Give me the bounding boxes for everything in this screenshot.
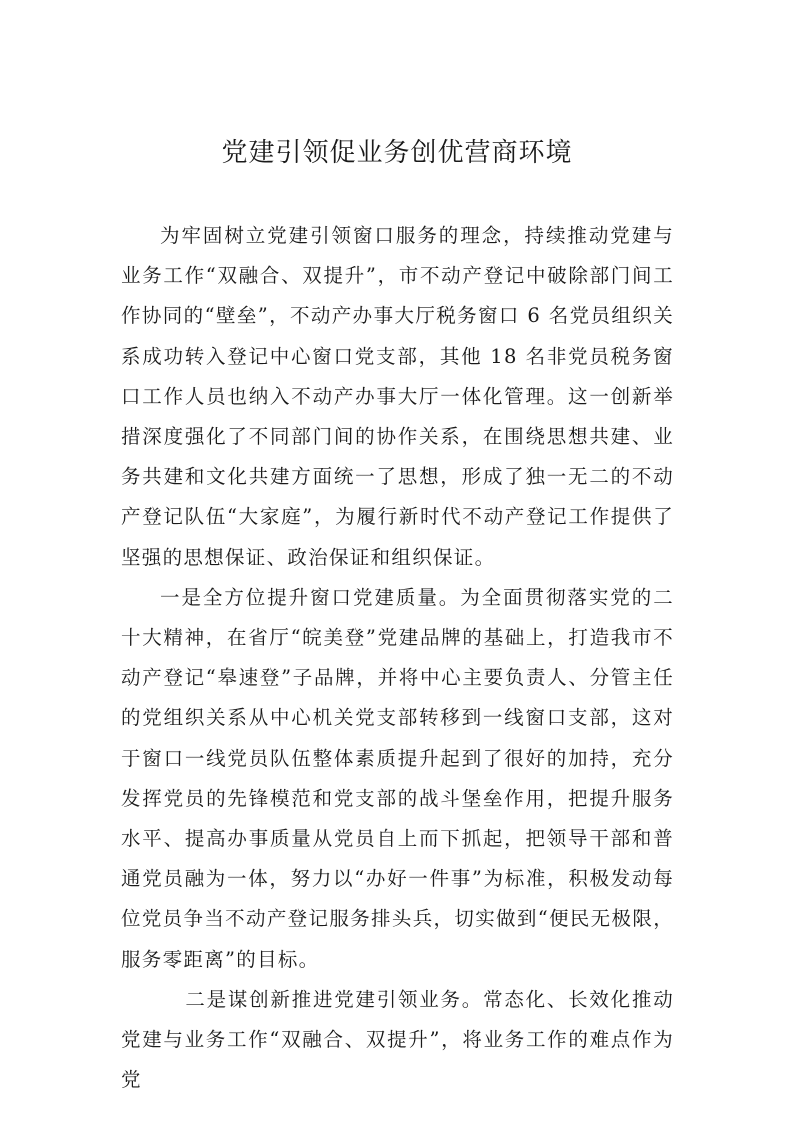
document-body bbox=[121, 216, 674, 1100]
paragraph-point-one: 一是全方位提升窗口党建质量。为全面贯彻落实党的二十大精神，在省厅“皖美登”党建品牌的基础上，打造我市不动产登记“皋速登”子品牌，并将中心主要负责人、分管主任的党组织关系从中心机关党支部转移到一线窗口支部，这对于窗口一线党员队伍整体素质提升起到了很好的加持，充分发挥党员的先锋模范和党支部的战斗堡垒作用，把提升服务水平、提高办事质量从党员自上而下抓起，把领导干部和普通党员融为一体，努力以“办好一件事”为标准，积极发动每位党员争当不动产登记服务排头兵，切实做到“便民无极限，服务零距离”的目标。 bbox=[121, 585, 674, 971]
paragraph-point-two: 二是谋创新推进党建引领业务。常态化、长效化推动党建与业务工作“双融合、双提升”，将业务工作的难点作为党 bbox=[121, 987, 674, 1092]
document-title: 党建引领促业务创优营商环境 bbox=[221, 138, 573, 168]
paragraph-intro: 为牢固树立党建引领窗口服务的理念，持续推动党建与业务工作“双融合、双提升”，市不动产登记中破除部门间工作协同的“壁垒”，不动产办事大厅税务窗口 6 名党员组织关系成功转入登记中心窗口党支部，其他 18 名非党员税务窗口工作人员也纳入不动产办事大厅一体化管理。这一创新举措深度强化了不同部门间的协作关系，在围绕思想共建、业务共建和文化共建方面统一了思想，形成了独一无二的不动产登记队伍“大家庭”，为履行新时代不动产登记工作提供了坚强的思想保证、政治保证和组织保证。 bbox=[121, 224, 674, 569]
